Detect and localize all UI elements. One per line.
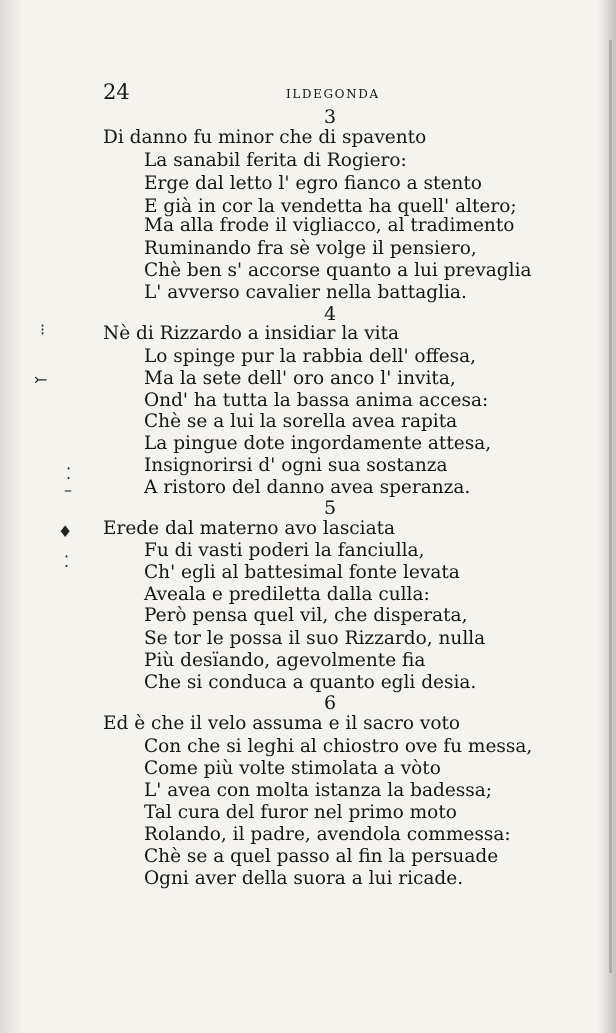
verse-line: La pingue dote ingordamente attesa, bbox=[144, 433, 492, 454]
verse-line: Con che si leghi al chiostro ove fu messa, bbox=[144, 736, 533, 757]
verse-line: Aveala e prediletta dalla culla: bbox=[144, 584, 430, 605]
page-number: 24 bbox=[103, 80, 130, 104]
verse-line: Insignorirsi d' ogni sua sostanza bbox=[144, 455, 448, 476]
verse-line: Rolando, il padre, avendola commessa: bbox=[144, 824, 511, 845]
stanza-number: 6 bbox=[323, 692, 337, 714]
verse-line: L' avea con molta istanza la badessa; bbox=[144, 780, 493, 801]
verse-line: Nè di Rizzardo a insidiar la vita bbox=[103, 323, 400, 344]
verse-line: Se tor le possa il suo Rizzardo, nulla bbox=[144, 628, 486, 649]
verse-line: Erede dal materno avo lasciata bbox=[103, 518, 396, 539]
stanza-number: 4 bbox=[323, 303, 337, 325]
verse-line: Chè ben s' accorse quanto a lui prevaglia bbox=[144, 260, 532, 281]
stanza-number: 5 bbox=[323, 497, 337, 519]
verse-line: Ma la sete dell' oro anco l' invita, bbox=[144, 368, 456, 389]
verse-line: Più desïando, agevolmente fia bbox=[144, 650, 426, 671]
verse-line: Ruminando fra sè volge il pensiero, bbox=[144, 238, 477, 259]
margin-arrow-mark: ⤚ bbox=[34, 370, 48, 389]
verse-line: Lo spinge pur la rabbia dell' offesa, bbox=[144, 346, 477, 367]
margin-mark: ♦ bbox=[58, 522, 73, 541]
verse-line: Come più volte stimolata a vòto bbox=[144, 758, 441, 779]
verse-line: Erge dal letto l' egro fianco a stento bbox=[144, 173, 482, 194]
verse-line: Tal cura del furor nel primo moto bbox=[144, 802, 457, 823]
verse-line: Ch' egli al battesimal fonte levata bbox=[144, 562, 460, 583]
running-title: ILDEGONDA bbox=[286, 87, 380, 101]
verse-line: Chè se a quel passo al fin la persuade bbox=[144, 846, 499, 867]
verse-line: Ma alla frode il vigliacco, al tradimento bbox=[144, 215, 515, 236]
verse-line: Chè se a lui la sorella avea rapita bbox=[144, 411, 458, 432]
verse-line: Ed è che il velo assuma e il sacro voto bbox=[103, 713, 461, 734]
margin-mark: ⁚ bbox=[66, 464, 72, 483]
verse-line: Che si conduca a quanto egli desia. bbox=[144, 672, 477, 693]
verse-line: Fu di vasti poderi la fanciulla, bbox=[144, 540, 425, 561]
verse-line: Ogni aver della suora a lui ricade. bbox=[144, 868, 464, 889]
margin-mark: ⁝ bbox=[40, 320, 46, 339]
margin-mark: ⁚ bbox=[64, 552, 70, 571]
verse-line: Ond' ha tutta la bassa anima accesa: bbox=[144, 390, 489, 411]
verse-line: Di danno fu minor che di spavento bbox=[103, 127, 427, 148]
verse-line: La sanabil ferita di Rogiero: bbox=[144, 150, 407, 171]
verse-line: E già in cor la vendetta ha quell' altero; bbox=[144, 196, 517, 217]
stanza-number: 3 bbox=[323, 106, 337, 128]
verse-line: A ristoro del danno avea speranza. bbox=[144, 477, 471, 498]
verse-line: Però pensa quel vil, che disperata, bbox=[144, 605, 468, 626]
margin-mark: – bbox=[64, 480, 72, 499]
verse-line: L' avverso cavalier nella battaglia. bbox=[144, 282, 467, 303]
